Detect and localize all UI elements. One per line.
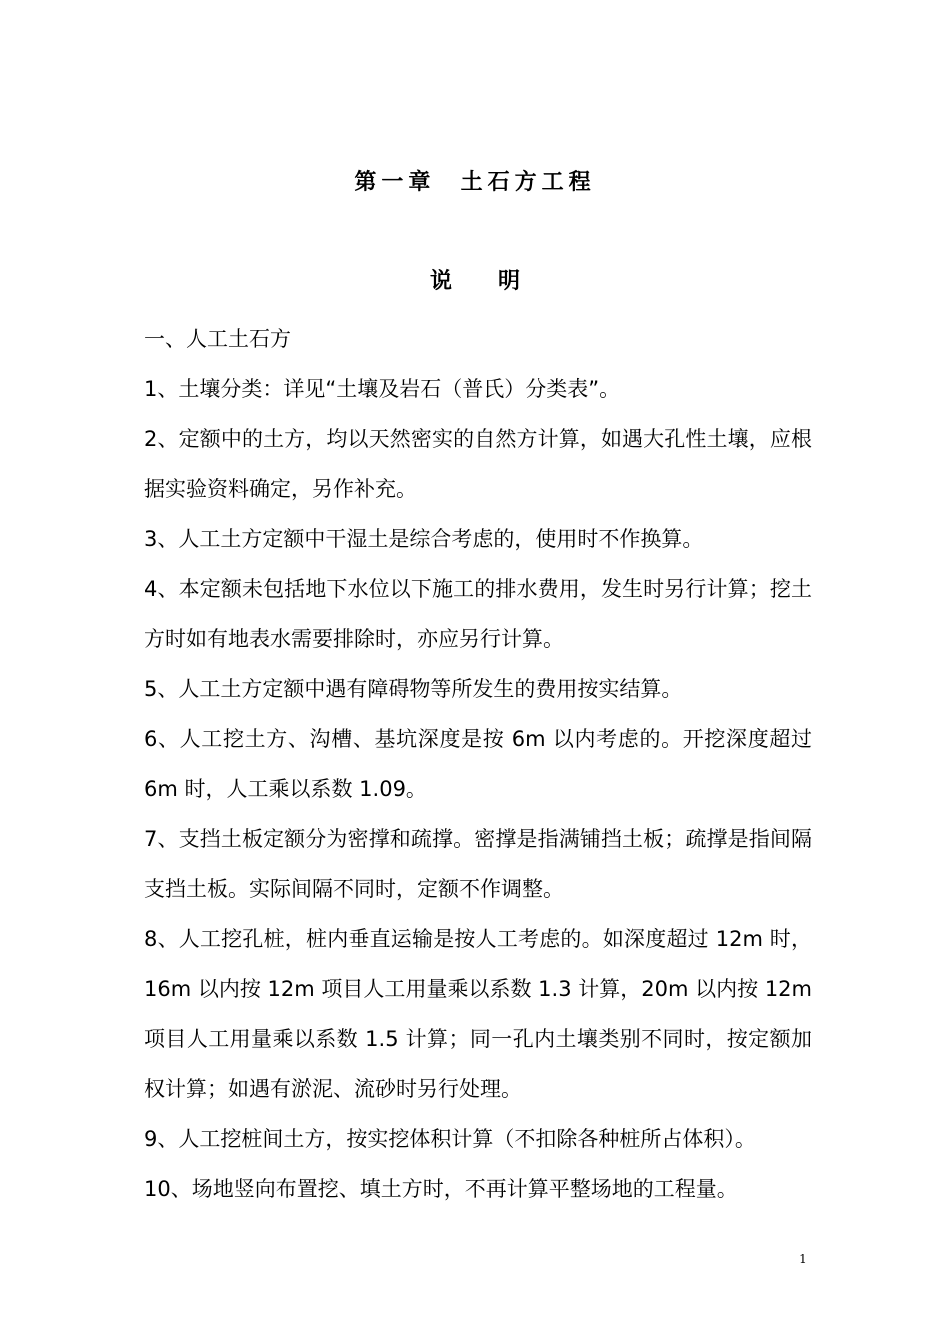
paragraph: 一、人工土石方 [144,327,291,351]
chapter-title: 第一章 土石方工程 [354,169,596,195]
paragraph: 6、人工挖土方、沟槽、基坑深度是按 6m 以内考虑的。开挖深度超过 6m 时，人工乘以系数 1.09。 [144,727,812,801]
paragraph: 4、本定额未包括地下水位以下施工的排水费用，发生时另行计算；挖土方时如有地表水需要排除时，亦应另行计算。 [144,577,812,651]
paragraph: 3、人工土方定额中干湿土是综合考虑的，使用时不作换算。 [144,527,704,551]
paragraph: 1、土壤分类：详见“土壤及岩石（普氏）分类表”。 [144,377,621,401]
paragraph: 2、定额中的土方，均以天然密实的自然方计算，如遇大孔性土壤，应根据实验资料确定，另作补充。 [144,427,812,501]
body-text [144,314,812,1214]
paragraph: 5、人工土方定额中遇有障碍物等所发生的费用按实结算。 [144,677,683,701]
page-number: 1 [799,1252,807,1266]
paragraph: 8、人工挖孔桩，桩内垂直运输是按人工考虑的。如深度超过 12m 时，16m 以内按 12m 项目人工用量乘以系数 1.3 计算，20m 以内按 12m 项目人工用量乘以系数 1.5 计算；同一孔内土壤类别不同时，按定额加权计算；如遇有淤泥、流砂时另行处理。 [144,927,812,1101]
section-title: 说 明 [430,269,520,294]
paragraph: 7、支挡土板定额分为密撑和疏撑。密撑是指满铺挡土板；疏撑是指间隔支挡土板。实际间隔不同时，定额不作调整。 [144,827,812,901]
paragraph: 9、人工挖桩间土方，按实挖体积计算（不扣除各种桩所占体积）。 [144,1127,756,1151]
paragraph: 10、场地竖向布置挖、填土方时，不再计算平整场地的工程量。 [144,1177,738,1201]
